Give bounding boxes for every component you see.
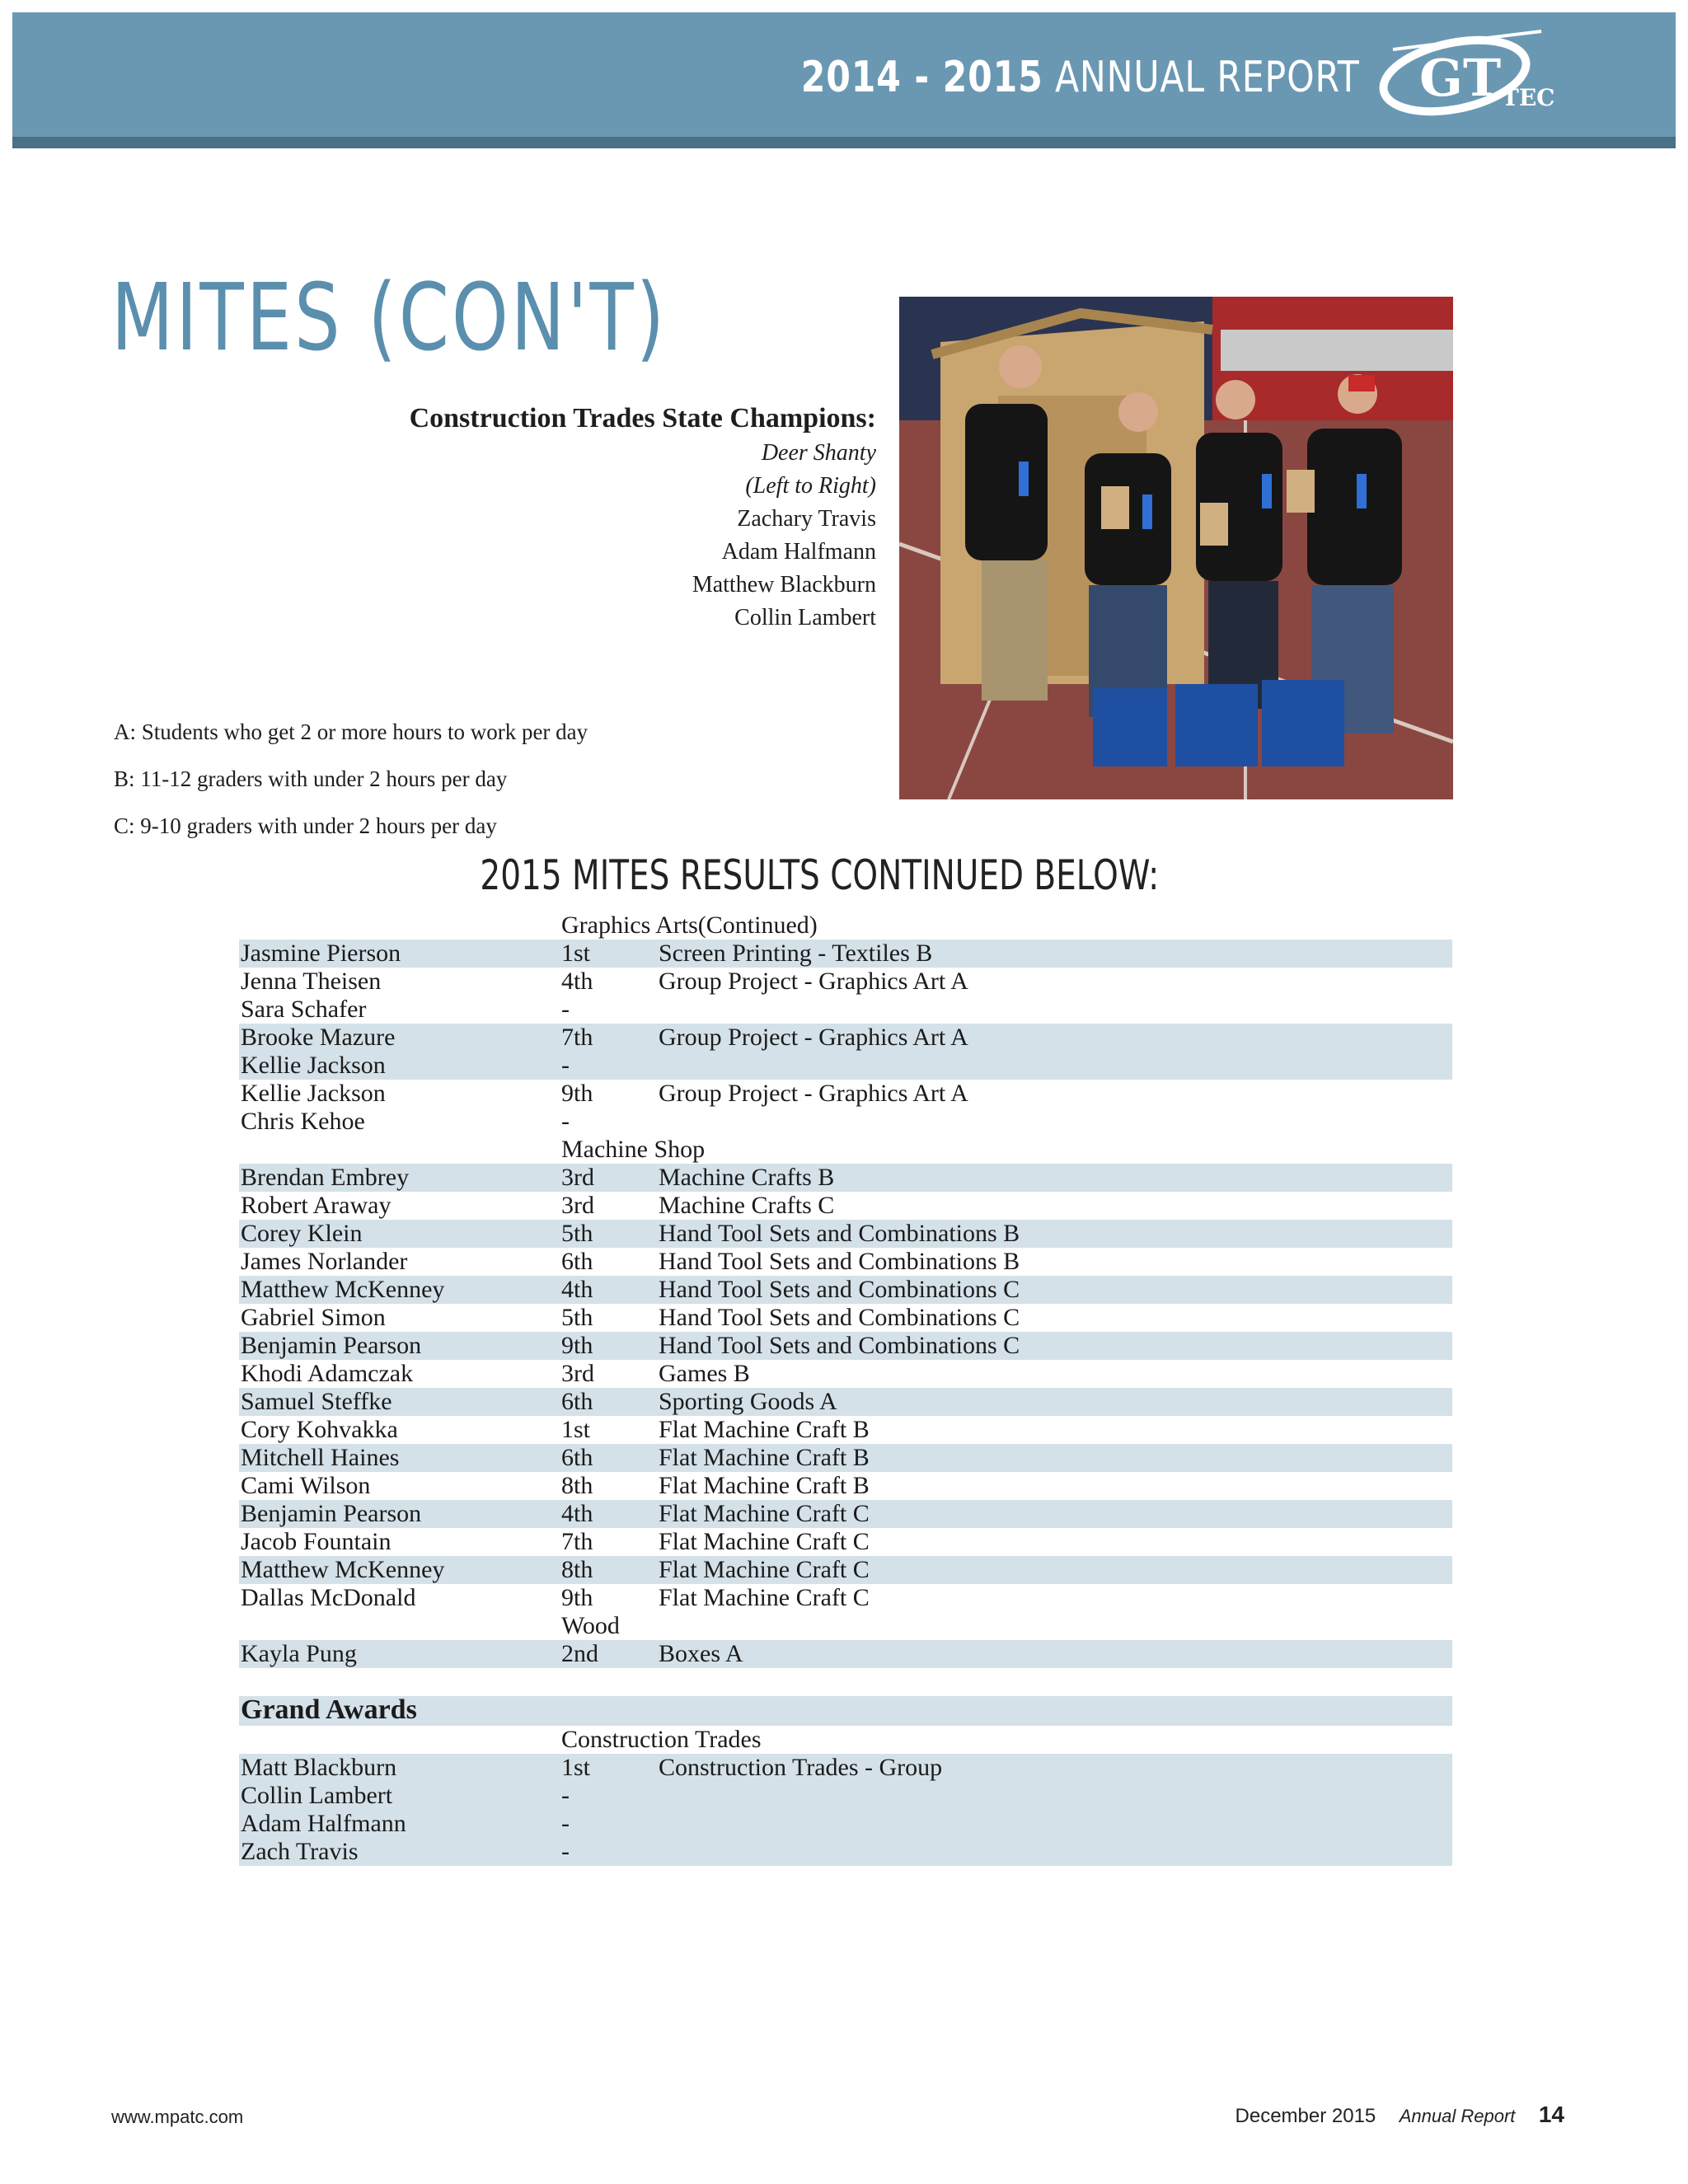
table-row — [239, 1192, 1452, 1220]
row-place: 5th — [561, 1304, 593, 1331]
row-event: Flat Machine Craft C — [659, 1528, 870, 1555]
row-place: 1st — [561, 1416, 591, 1443]
row-place: 6th — [561, 1388, 593, 1415]
footer-right — [1236, 2102, 1564, 2128]
row-place: Construction Trades — [561, 1726, 762, 1753]
row-place: 4th — [561, 1500, 593, 1527]
row-event: Hand Tool Sets and Combinations C — [659, 1304, 1020, 1331]
row-name: James Norlander — [241, 1248, 408, 1275]
table-row — [239, 1388, 1452, 1416]
table-row — [239, 1416, 1452, 1444]
row-place: 3rd — [561, 1360, 594, 1387]
footer-report-name: Annual Report — [1399, 2106, 1516, 2126]
row-event: Screen Printing - Textiles B — [659, 940, 933, 967]
table-row — [239, 1108, 1452, 1136]
row-event: Flat Machine Craft C — [659, 1500, 870, 1527]
row-event: Sporting Goods A — [659, 1388, 837, 1415]
row-name: Matthew McKenney — [241, 1276, 445, 1303]
table-row — [239, 1754, 1452, 1782]
table-row — [239, 1528, 1452, 1556]
table-row — [239, 1782, 1452, 1810]
row-name: Khodi Adamczak — [241, 1360, 414, 1387]
table-row — [239, 968, 1452, 996]
table-row — [239, 1304, 1452, 1332]
row-place: 1st — [561, 1754, 591, 1781]
logo-sub-text: TEC — [1502, 84, 1555, 111]
row-event: Flat Machine Craft B — [659, 1444, 870, 1471]
table-row — [239, 1556, 1452, 1584]
grand-awards-label: Grand Awards — [241, 1694, 417, 1725]
caption-name: Collin Lambert — [734, 605, 876, 630]
row-event: Flat Machine Craft C — [659, 1556, 870, 1583]
table-row — [239, 1810, 1452, 1838]
row-place: 4th — [561, 968, 593, 995]
row-place: 3rd — [561, 1192, 594, 1219]
row-place: 3rd — [561, 1164, 594, 1191]
footer-website: www.mpatc.com — [111, 2107, 244, 2127]
row-name: Dallas McDonald — [241, 1584, 416, 1611]
logo-main-text: GT — [1419, 48, 1502, 108]
table-row — [239, 1444, 1452, 1472]
row-name: Adam Halfmann — [241, 1810, 406, 1837]
row-place: 8th — [561, 1556, 593, 1583]
grand-awards-row — [239, 1696, 1452, 1726]
row-event: Group Project - Graphics Art A — [659, 968, 968, 995]
row-event: Flat Machine Craft B — [659, 1472, 870, 1499]
row-name: Chris Kehoe — [241, 1108, 365, 1135]
row-name: Sara Schafer — [241, 996, 367, 1023]
row-place: - — [561, 1108, 570, 1135]
header-band-shadow — [12, 137, 1676, 148]
row-name: Brendan Embrey — [241, 1164, 410, 1191]
caption-project: Deer Shanty — [761, 440, 876, 466]
caption-name: Adam Halfmann — [721, 539, 876, 565]
table-spacer — [239, 1668, 1452, 1696]
table-row — [239, 1640, 1452, 1668]
row-event: Flat Machine Craft C — [659, 1584, 870, 1611]
table-row — [239, 1164, 1452, 1192]
row-place: - — [561, 1782, 570, 1809]
row-name: Collin Lambert — [241, 1782, 393, 1809]
row-name: Corey Klein — [241, 1220, 363, 1247]
photo-caption — [410, 401, 876, 635]
row-name: Kellie Jackson — [241, 1080, 386, 1107]
row-place: Graphics Arts(Continued) — [561, 912, 818, 939]
row-name: Benjamin Pearson — [241, 1332, 422, 1359]
row-place: 1st — [561, 940, 591, 967]
row-place: 2nd — [561, 1640, 598, 1667]
row-place: 7th — [561, 1528, 593, 1555]
table-row — [239, 1500, 1452, 1528]
row-name: Matthew McKenney — [241, 1556, 445, 1583]
report-year-range: 2014 - 2015 — [801, 53, 1043, 102]
row-name: Jenna Theisen — [241, 968, 382, 995]
row-name: Benjamin Pearson — [241, 1500, 422, 1527]
table-row — [239, 1332, 1452, 1360]
table-row — [239, 1248, 1452, 1276]
table-row — [239, 1472, 1452, 1500]
row-place: 9th — [561, 1584, 593, 1611]
report-label: ANNUAL REPORT — [1055, 53, 1360, 102]
table-row — [239, 1838, 1452, 1866]
legend-b: B: 11-12 graders with under 2 hours per day — [114, 766, 508, 791]
table-row — [239, 912, 1452, 940]
legend-c: C: 9-10 graders with under 2 hours per day — [114, 813, 497, 838]
table-row — [239, 940, 1452, 968]
row-event: Hand Tool Sets and Combinations C — [659, 1276, 1020, 1303]
row-event: Group Project - Graphics Art A — [659, 1080, 968, 1107]
row-name: Cory Kohvakka — [241, 1416, 398, 1443]
row-place: 4th — [561, 1276, 593, 1303]
row-name: Matt Blackburn — [241, 1754, 397, 1781]
row-place: 6th — [561, 1248, 593, 1275]
results-heading: 2015 MITES RESULTS CONTINUED BELOW: — [480, 851, 1160, 899]
row-event: Hand Tool Sets and Combinations B — [659, 1220, 1020, 1247]
row-name: Kayla Pung — [241, 1640, 357, 1667]
caption-name: Zachary Travis — [737, 506, 876, 532]
report-title — [801, 53, 1360, 102]
row-place: Wood — [561, 1612, 620, 1639]
table-row — [239, 1360, 1452, 1388]
row-event: Machine Crafts C — [659, 1192, 835, 1219]
table-row — [239, 1584, 1452, 1612]
caption-heading: Construction Trades State Champions: — [409, 403, 876, 434]
table-row — [239, 1024, 1452, 1052]
row-event: Group Project - Graphics Art A — [659, 1024, 968, 1051]
table-row — [239, 1726, 1452, 1754]
caption-name: Matthew Blackburn — [692, 572, 876, 598]
row-event: Games B — [659, 1360, 750, 1387]
results-table — [239, 912, 1452, 1866]
caption-order-note: (Left to Right) — [745, 473, 876, 499]
legend — [114, 709, 588, 850]
table-row — [239, 1276, 1452, 1304]
table-row — [239, 1220, 1452, 1248]
gt-tec-logo — [1376, 25, 1574, 124]
row-name: Robert Araway — [241, 1192, 392, 1219]
row-name: Samuel Steffke — [241, 1388, 392, 1415]
row-name: Gabriel Simon — [241, 1304, 386, 1331]
row-event: Hand Tool Sets and Combinations C — [659, 1332, 1020, 1359]
row-place: 8th — [561, 1472, 593, 1499]
row-place: 9th — [561, 1332, 593, 1359]
champions-photo — [899, 297, 1453, 799]
table-row — [239, 1052, 1452, 1080]
row-event: Flat Machine Craft B — [659, 1416, 870, 1443]
row-name: Cami Wilson — [241, 1472, 371, 1499]
row-name: Jacob Fountain — [241, 1528, 392, 1555]
legend-a: A: Students who get 2 or more hours to work per day — [114, 719, 588, 744]
table-row — [239, 996, 1452, 1024]
row-name: Jasmine Pierson — [241, 940, 401, 967]
row-name: Brooke Mazure — [241, 1024, 396, 1051]
row-name: Zach Travis — [241, 1838, 359, 1865]
page-title: MITES (CON'T) — [111, 265, 668, 372]
row-place: - — [561, 1838, 570, 1865]
table-row — [239, 1080, 1452, 1108]
row-event: Hand Tool Sets and Combinations B — [659, 1248, 1020, 1275]
row-place: 9th — [561, 1080, 593, 1107]
row-name: Mitchell Haines — [241, 1444, 400, 1471]
row-place: - — [561, 1810, 570, 1837]
row-place: Machine Shop — [561, 1136, 706, 1163]
row-place: 5th — [561, 1220, 593, 1247]
table-row — [239, 1612, 1452, 1640]
row-place: - — [561, 1052, 570, 1079]
row-name: Kellie Jackson — [241, 1052, 386, 1079]
row-place: 6th — [561, 1444, 593, 1471]
row-event: Machine Crafts B — [659, 1164, 835, 1191]
row-event: Construction Trades - Group — [659, 1754, 943, 1781]
table-row — [239, 1136, 1452, 1164]
row-place: - — [561, 996, 570, 1023]
row-place: 7th — [561, 1024, 593, 1051]
row-event: Boxes A — [659, 1640, 743, 1667]
page-number: 14 — [1538, 2102, 1564, 2127]
footer-date: December 2015 — [1235, 2105, 1376, 2127]
